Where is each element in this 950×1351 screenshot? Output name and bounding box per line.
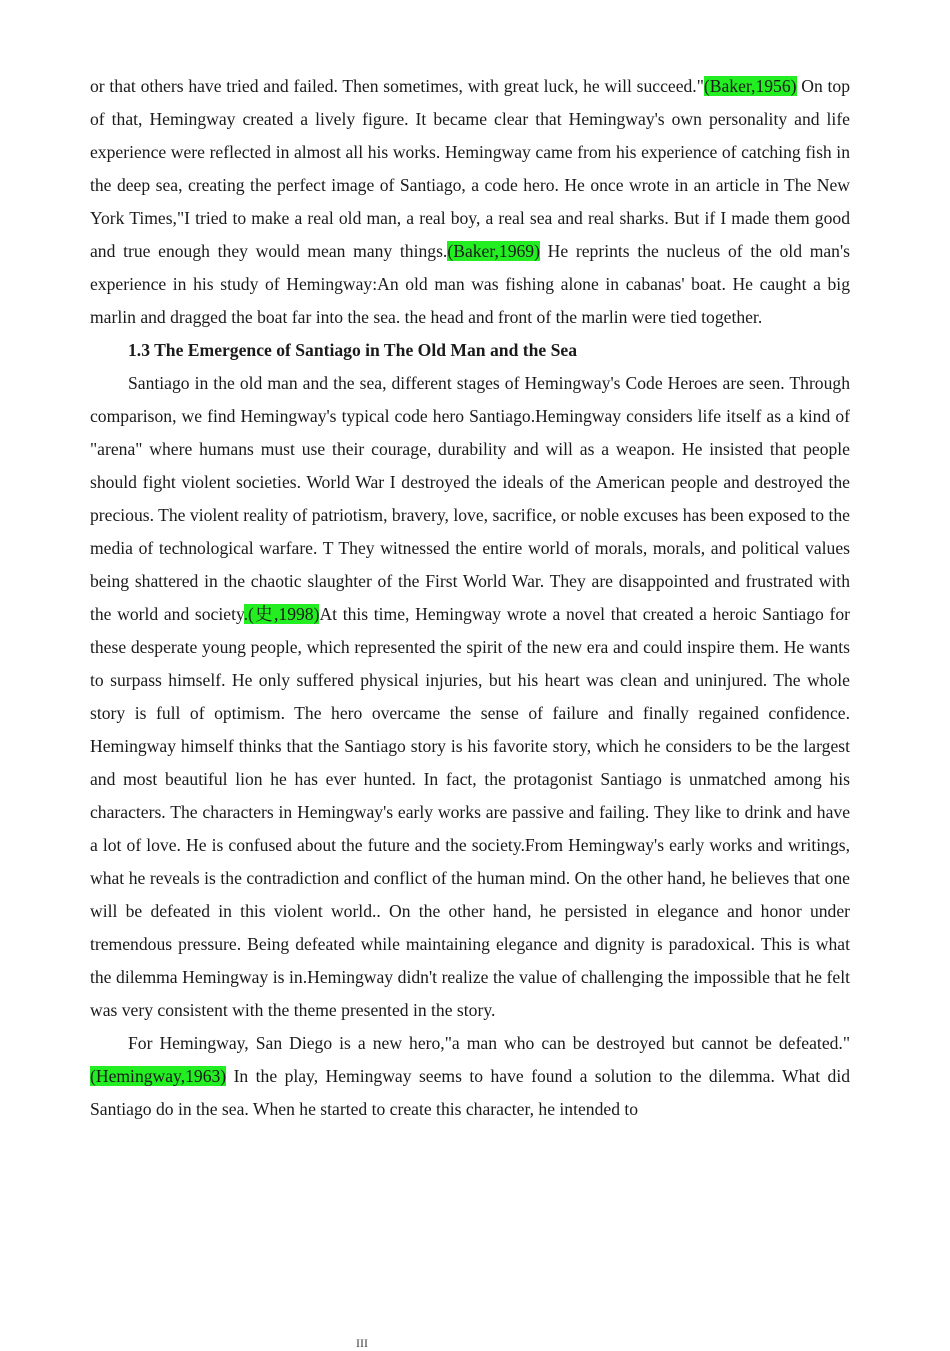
paragraph-text: In the play, Hemingway seems to have found a solution to the dilemma. What did Santiago do in the sea. When he started to create this character, he intended to — [90, 1066, 850, 1119]
citation-highlight: (Baker,1956) — [703, 76, 797, 96]
paragraph-text: On top of that, Hemingway created a lively figure. It became clear that Hemingway's own personality and life experience were reflected in almost all his works. Hemingway came from his experience of catching fish in the deep sea, creating the perfect image of Santiago, a code hero. He once wrote in an article in The New York Times,"I tried to make a real old man, a real boy, a real sea and real sharks. But if I made them good and true enough they would mean many things. — [90, 76, 851, 261]
paragraph-text: At this time, Hemingway wrote a novel that created a heroic Santiago for these desperate young people, which represented the spirit of the new era and could inspire them. He wants to surpass himself. He only suffered physical injuries, but his heart was clean and uninjured. The whole story is full of optimism. The hero overcame the sense of failure and finally regained confidence. Hemingway himself thinks that the Santiago story is his favorite story, which he considers to be the largest and most beautiful lion he has ever hunted. In fact, the protagonist Santiago is unmatched among his characters. The characters in Hemingway's early works are passive and failing. They like to drink and have a lot of love. He is confused about the future and the society.From Hemingway's early works and writings, what he reveals is the contradiction and conflict of the human mind. On the other hand, he believes that one will be defeated in this violent world.. On the other hand, he persisted in elegance and honor under tremendous pressure. Being defeated while maintaining elegance and dignity is paradoxical. This is what the dilemma Hemingway is in.Hemingway didn't realize the value of challenging the impossible that he felt was very consistent with the theme presented in the story. — [90, 604, 850, 1020]
citation-highlight: (Hemingway,1963) — [90, 1066, 227, 1086]
page-number: III — [356, 1336, 368, 1350]
body-paragraph-2 — [90, 367, 850, 1027]
body-paragraph-3 — [90, 1027, 850, 1126]
section-heading: 1.3 The Emergence of Santiago in The Old Man and the Sea — [128, 340, 578, 360]
citation-highlight: .(史,1998) — [243, 604, 320, 624]
paragraph-text: or that others have tried and failed. Then sometimes, with great luck, he will succeed." — [90, 76, 704, 96]
paragraph-text: For Hemingway, San Diego is a new hero,"a man who can be destroyed but cannot be defeated." — [128, 1033, 850, 1053]
document-page — [90, 70, 850, 1126]
body-paragraph-1 — [90, 70, 850, 334]
citation-highlight: (Baker,1969) — [447, 241, 540, 261]
paragraph-text: Santiago in the old man and the sea, different stages of Hemingway's Code Heroes are seen. Through comparison, we find Hemingway's typical code hero Santiago.Hemingway considers life itself as a kind of "arena" where humans must use their courage, durability and will as a weapon. He insisted that people should fight violent societies. World War I destroyed the ideals of the American people and destroyed the precious. The violent reality of patriotism, bravery, love, sacrifice, or noble excuses has been exposed to the media of technological warfare. T They witnessed the entire world of morals, morals, and political values being shattered in the chaotic slaughter of the First World War. They are disappointed and frustrated with the world and society — [90, 373, 850, 624]
paragraph-text: He reprints the nucleus of the old man's experience in his study of Hemingway:An old man was fishing alone in cabanas' boat. He caught a big marlin and dragged the boat far into the sea. the head and front of the marlin were tied together. — [90, 241, 851, 327]
